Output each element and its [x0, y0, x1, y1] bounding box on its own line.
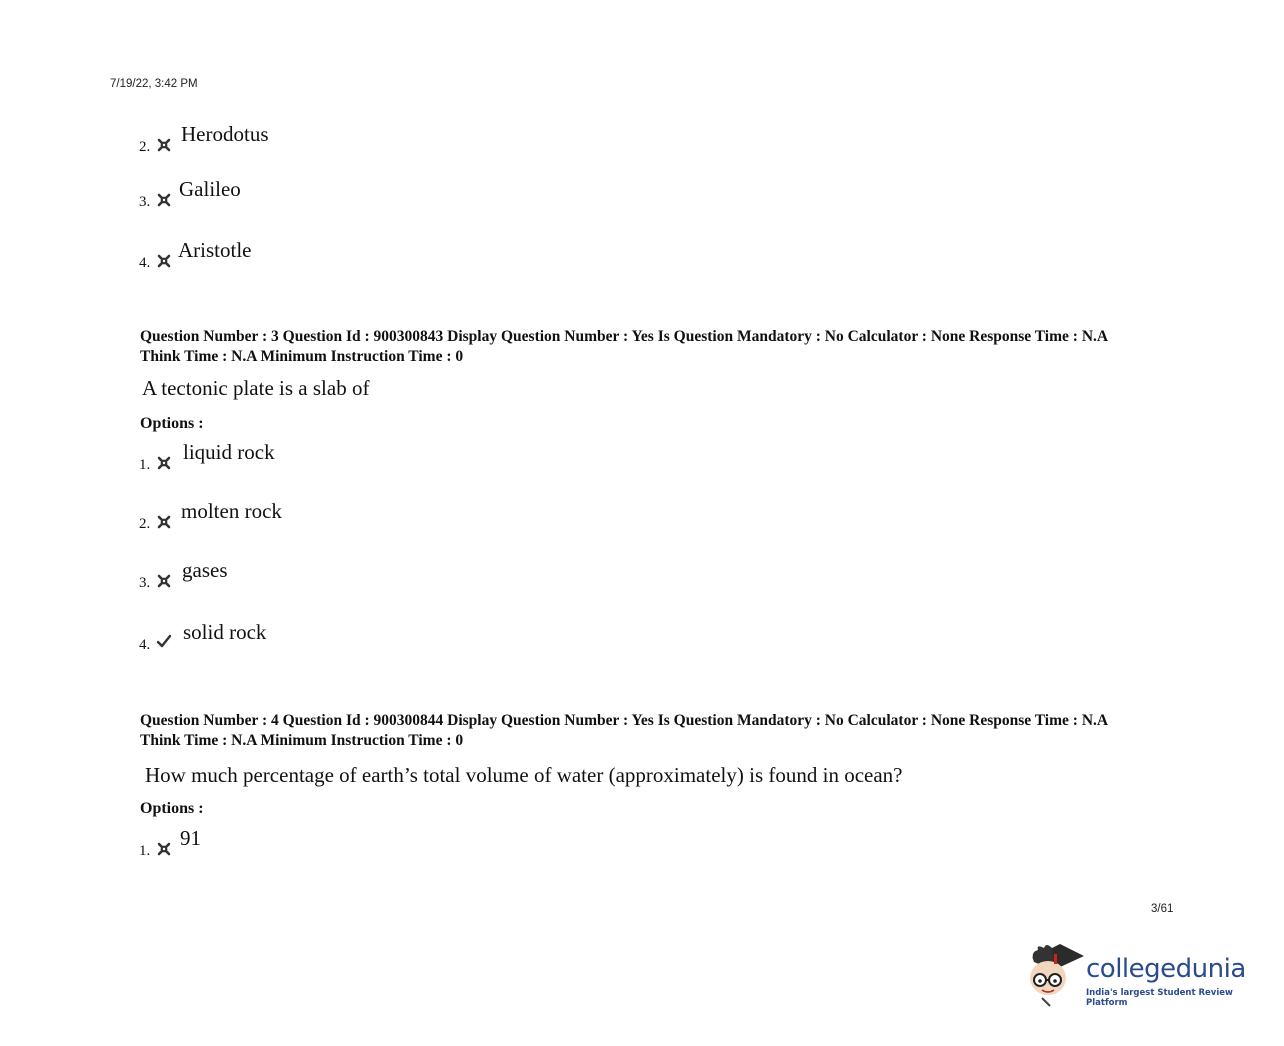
wrong-icon [157, 574, 171, 588]
option-text: Aristotle [178, 238, 252, 262]
logo-tagline: India's largest Student Review Platform [1086, 988, 1233, 1008]
collegedunia-logo [1024, 940, 1264, 1012]
option-number: 4. [139, 637, 151, 653]
option-number: 3. [139, 194, 151, 210]
option-text: Galileo [179, 177, 241, 201]
question-3-options-label: Options : [140, 415, 204, 432]
option-text: molten rock [181, 499, 282, 523]
wrong-icon [157, 254, 171, 268]
mascot-icon [1024, 940, 1086, 1012]
option-number: 4. [139, 255, 151, 271]
print-timestamp: 7/19/22, 3:42 PM [110, 78, 198, 90]
option-number: 1. [139, 457, 151, 473]
wrong-icon [157, 842, 171, 856]
question-4-options-label: Options : [140, 800, 204, 817]
wrong-icon [157, 138, 171, 152]
option-text: Herodotus [181, 122, 269, 146]
wrong-icon [157, 515, 171, 529]
option-text: 91 [180, 826, 201, 850]
option-number: 1. [139, 843, 151, 859]
wrong-icon [157, 456, 171, 470]
question-4-meta: Question Number : 4 Question Id : 900300844 Display Question Number : Yes Is Question Mandatory : No Calculator : None Response Time : N.A Think Time : N.A Minimum Instruction Time : 0 [140, 712, 1108, 749]
logo-wordmark: collegedunia [1086, 954, 1246, 984]
question-3-meta: Question Number : 3 Question Id : 900300843 Display Question Number : Yes Is Question Mandatory : No Calculator : None Response Time : N.A Think Time : N.A Minimum Instruction Time : 0 [140, 328, 1108, 365]
option-number: 2. [139, 139, 151, 155]
option-text: gases [182, 558, 228, 582]
question-3-text: A tectonic plate is a slab of [142, 376, 370, 400]
question-4-text: How much percentage of earth’s total volume of water (approximately) is found in ocean? [145, 763, 903, 787]
page-number: 3/61 [1151, 903, 1174, 915]
option-number: 3. [139, 575, 151, 591]
option-text: liquid rock [183, 440, 275, 464]
check-icon [157, 634, 171, 648]
option-number: 2. [139, 516, 151, 532]
option-text: solid rock [183, 620, 267, 644]
wrong-icon [157, 193, 171, 207]
